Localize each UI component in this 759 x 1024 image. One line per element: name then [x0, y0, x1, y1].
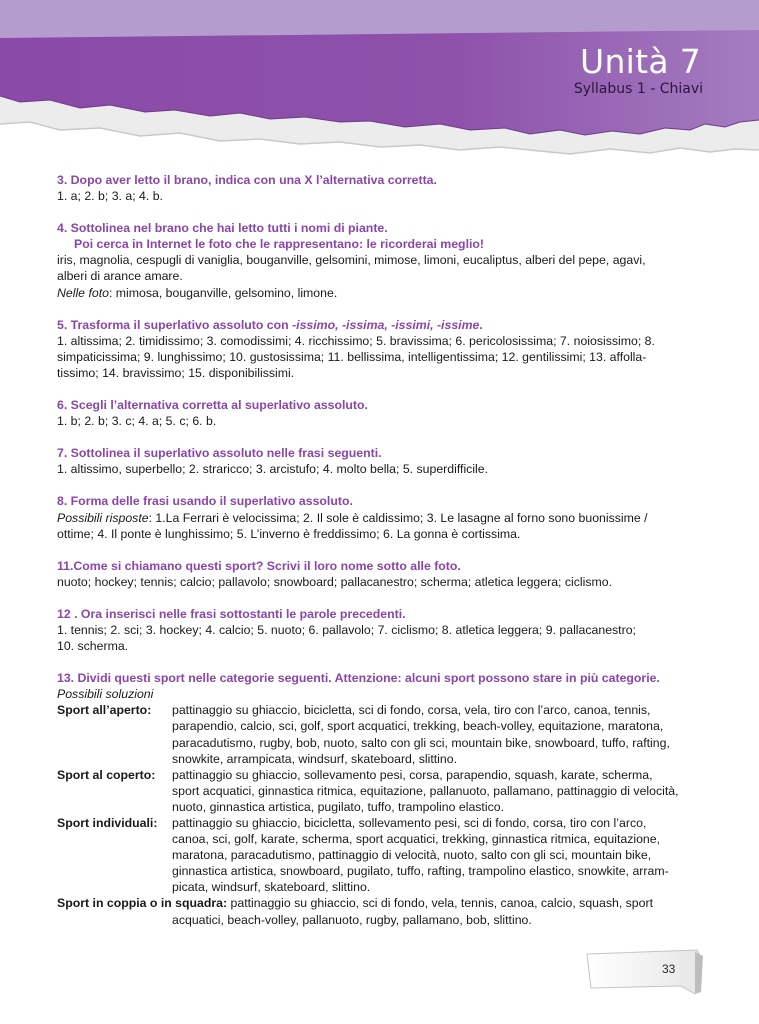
category-line: acquatici, beach-volley, pallanuoto, rugby, pallamano, bob, slittino. [172, 912, 532, 927]
category-line: pattinaggio su ghiaccio, bicicletta, sollevamento pesi, sci di fondo, corsa, tiro con l’arco, [172, 816, 647, 830]
photos-answer: : mimosa, bouganville, gelsomino, limone. [108, 285, 338, 300]
answer-11: nuoto; hockey; tennis; calcio; pallavolo; snowboard; pallacanestro; scherma; atletica leggera; ciclismo. [57, 574, 613, 589]
question-4-line1: 4. Sottolinea nel brano che hai letto tutti i nomi di piante. [57, 221, 388, 236]
answer-4-line1: iris, magnolia, cespugli di vaniglia, bouganville, gelsomini, mimose, limoni, eucaliptus, alberi del pepe, agavi, [57, 253, 646, 268]
unit-subtitle: Syllabus 1 - Chiavi [573, 81, 703, 97]
section-5 [57, 317, 704, 381]
question-5-prefix: 5. Trasforma il superlativo assoluto con [57, 317, 293, 332]
answer-8-label: Possibili risposte [57, 510, 149, 525]
question-5-end: . [479, 317, 483, 332]
question-8: 8. Forma delle frasi usando il superlativo assoluto. [57, 494, 353, 509]
category-label: Sport all’aperto: [57, 703, 152, 718]
question-4-line2: Poi cerca in Internet le foto che le rappresentano: le ricorderai meglio! [74, 237, 485, 252]
category-label: Sport al coperto: [57, 767, 156, 782]
category-team-first-line [57, 895, 704, 911]
section-13 [57, 670, 704, 928]
category-label: Sport in coppia o in squadra: [57, 896, 228, 911]
section-12 [57, 606, 704, 654]
category-line: paracadutismo, rugby, bob, nuoto, salto con gli sci, mountain bike, snowboard, tuffo, rafting, [172, 735, 670, 750]
category-line: canoa, sci, golf, karate, scherma, sport acquatici, trekking, ginnastica ritmica, equitazione, [172, 832, 661, 847]
answer-4-photos [57, 285, 704, 301]
page-number: 33 [662, 962, 676, 976]
section-4 [57, 220, 704, 300]
answer-5-line1: 1. altissima; 2. timidissimo; 3. comodissimi; 4. ricchissimo; 5. bravissima; 6. pericolosissima; 7. noiosissimo; 8. [57, 333, 655, 348]
question-5-suffixes: -issimo, -issima, -issimi, -issime [292, 317, 480, 332]
photos-label: Nelle foto [57, 285, 109, 300]
category-line: sport acquatici, ginnastica ritmica, equitazione, pallanuoto, pallamano, pattinaggio di velocità, [172, 783, 679, 798]
question-3: 3. Dopo aver letto il brano, indica con una X l’alternativa corretta. [57, 173, 437, 187]
answer-8-text: : 1.La Ferrari è velocissima; 2. Il sole è caldissimo; 3. Le lasagne al forno sono buonissime / [148, 510, 648, 525]
section-7 [57, 445, 704, 477]
category-line: ginnastica artistica, snowboard, pugilato, tuffo, rafting, trampolino elastico, snowkite, arram- [172, 864, 669, 879]
category-line: pattinaggio su ghiaccio, sollevamento pesi, corsa, parapendio, squash, karate, scherma, [172, 767, 653, 782]
unit-title: Unità 7 [580, 42, 701, 81]
question-6: 6. Scegli l’alternativa corretta al superlativo assoluto. [57, 398, 368, 413]
question-12: 12 . Ora inserisci nelle frasi sottostanti le parole precedenti. [57, 606, 406, 621]
category-outdoor [57, 702, 704, 766]
answer-12-line2: 10. scherma. [57, 639, 129, 654]
answer-8-line2: ottime; 4. Il ponte è lunghissimo; 5. L’inverno è freddissimo; 6. La gonna è cortissima. [57, 526, 521, 541]
category-line: maratona, paracadutismo, pattinaggio di velocità, nuoto, salto con gli sci, mountain bike, [172, 848, 652, 863]
category-label: Sport individuali: [57, 816, 158, 830]
question-13: 13. Dividi questi sport nelle categorie seguenti. Attenzione: alcuni sport possono stare in più categorie. [57, 671, 660, 686]
question-11: 11.Come si chiamano questi sport? Scrivi il loro nome sotto alle foto. [57, 558, 461, 573]
answer-7: 1. altissimo, superbello; 2. strаricco; 3. arcistufo; 4. molto bella; 5. superdifficile. [57, 462, 489, 477]
category-indoor [57, 767, 704, 815]
question-5 [57, 317, 704, 333]
section-3 [57, 172, 704, 204]
category-values [172, 702, 704, 766]
answer-8-line1 [57, 510, 704, 526]
category-individual [57, 815, 704, 895]
answer-4-line2: alberi di arance amare. [57, 269, 183, 284]
answer-5-line3: tissimo; 14. bravissimo; 15. disponibilissimi. [57, 365, 295, 380]
page-curl-tab [585, 948, 709, 996]
section-6 [57, 397, 704, 429]
answer-5-line2: simpaticissima; 9. lunghissimo; 10. gustosissima; 11. bellissima, intelligentissima; 12. gentilissimi; 13. affolla- [57, 349, 647, 364]
section-8 [57, 493, 704, 541]
section-11 [57, 558, 704, 590]
answer-12-line1: 1. tennis; 2. sci; 3. hockey; 4. calcio; 5. nuoto; 6. pallavolo; 7. ciclismo; 8. atletica leggera; 9. pallacanestro; [57, 622, 636, 637]
category-team [57, 895, 704, 927]
category-line: pattinaggio su ghiaccio, sci di fondo, vela, tennis, canoa, calcio, squash, sport [230, 896, 653, 911]
category-values [172, 815, 704, 895]
category-line: picata, windsurf, skateboard, slittino. [172, 880, 371, 895]
answer-key-content [57, 172, 704, 944]
category-line: pattinaggio su ghiaccio, bicicletta, sci di fondo, corsa, vela, tiro con l’arco, canoa, tennis, [172, 703, 651, 718]
answer-6: 1. b; 2. b; 3. c; 4. a; 5. c; 6. b. [57, 414, 217, 429]
answer-3: 1. a; 2. b; 3. a; 4. b. [57, 189, 163, 204]
question-7: 7. Sottolinea il superlativo assoluto nelle frasi seguenti. [57, 446, 382, 461]
category-line: nuoto, ginnastica artistica, pugilato, tuffo, trampolino elastico. [172, 799, 504, 814]
answer-13-intro: Possibili soluzioni [57, 687, 154, 702]
category-values [172, 767, 704, 815]
category-line: snowkite, arrampicata, windsurf, skateboard, slittino. [172, 751, 458, 766]
category-line: parapendio, calcio, sci, golf, sport acquatici, trekking, beach-volley, equitazione, maratona, [172, 719, 664, 734]
